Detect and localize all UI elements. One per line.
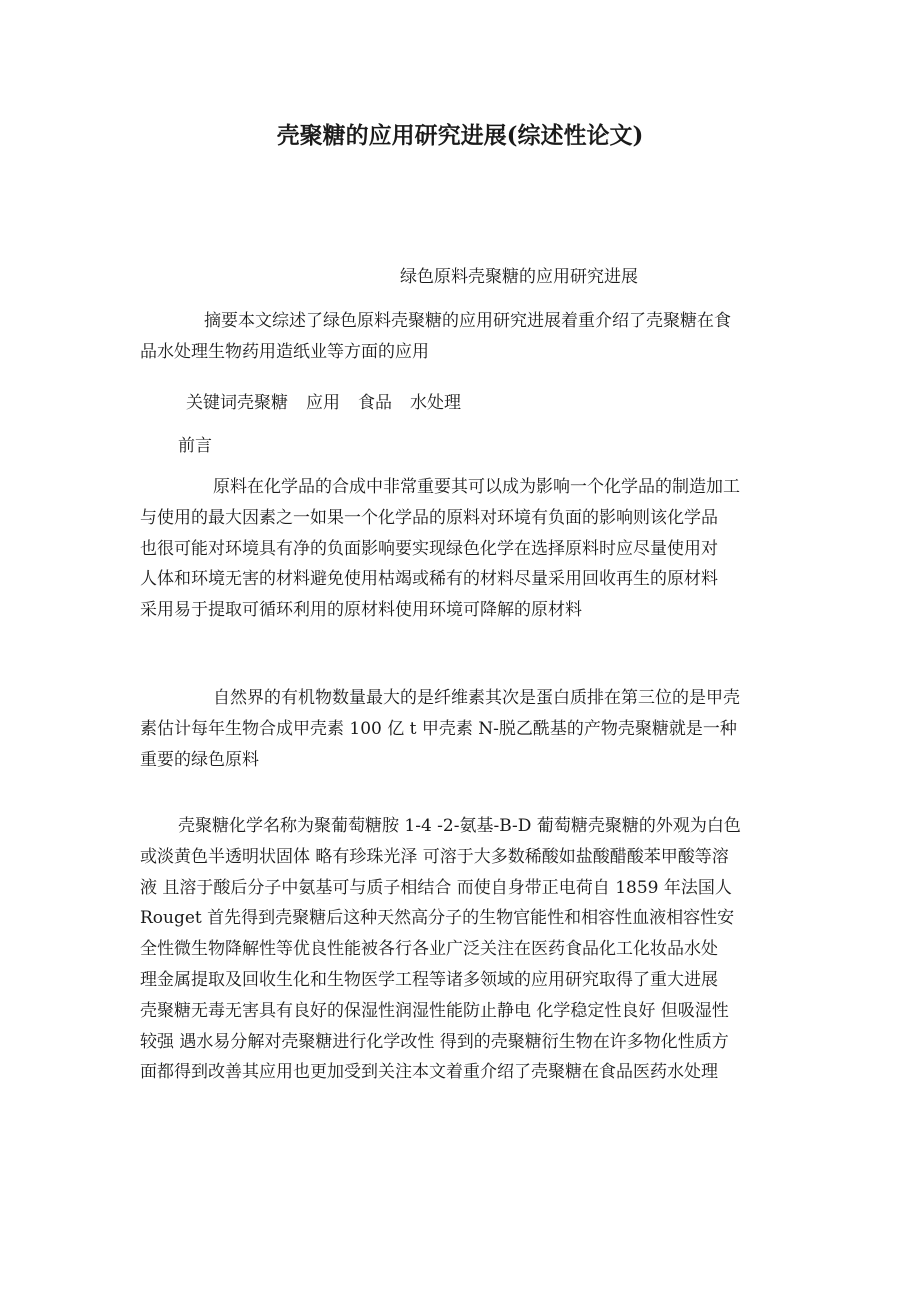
- paragraph-line: 采用易于提取可循环利用的原材料使用环境可降解的原材料: [140, 600, 582, 621]
- preface-section: [140, 431, 795, 462]
- abstract-line: 品水处理生物药用造纸业等方面的应用: [140, 341, 429, 362]
- abstract-line: 摘要本文综述了绿色原料壳聚糖的应用研究进展着重介绍了壳聚糖在食: [204, 311, 731, 331]
- keyword: 水处理: [410, 393, 461, 413]
- preface-heading: 前言: [178, 436, 212, 456]
- keywords: [140, 388, 795, 419]
- paragraph-line: 与使用的最大因素之一如果一个化学品的原料对环境有负面的影响则该化学品: [140, 507, 718, 528]
- paragraph-line: 壳聚糖化学名称为聚葡萄糖胺 1-4 -2-氨基-B-D 葡萄糖壳聚糖的外观为白色: [178, 816, 741, 836]
- paragraph-line: 素估计每年生物合成甲壳素 100 亿 t 甲壳素 N-脱乙酰基的产物壳聚糖就是一种: [140, 718, 737, 739]
- paragraph-line: 重要的绿色原料: [140, 749, 259, 770]
- paragraph-line: 或淡黄色半透明状固体 略有珍珠光泽 可溶于大多数稀酸如盐酸醋酸苯甲酸等溶: [140, 846, 729, 867]
- paragraph-1: [140, 472, 795, 626]
- article-subtitle: 绿色原料壳聚糖的应用研究进展: [400, 267, 638, 287]
- paragraph-3: [140, 811, 795, 1088]
- paragraph-line: 壳聚糖无毒无害具有良好的保湿性润湿性能防止静电 化学稳定性良好 但吸湿性: [140, 1000, 729, 1021]
- keywords-line: [140, 388, 795, 419]
- paragraph-line: 原料在化学品的合成中非常重要其可以成为影响一个化学品的制造加工: [213, 477, 740, 497]
- paragraph-line: 液 且溶于酸后分子中氨基可与质子相结合 而使自身带正电荷自 1859 年法国人: [140, 877, 732, 898]
- paragraph-2: [140, 683, 795, 775]
- paragraph-line: 较强 遇水易分解对壳聚糖进行化学改性 得到的壳聚糖衍生物在许多物化性质方: [140, 1031, 729, 1052]
- paragraph-line: 全性微生物降解性等优良性能被各行各业广泛关注在医药食品化工化妆品水处: [140, 939, 718, 960]
- keyword: 应用: [306, 393, 340, 413]
- document-title: 壳聚糖的应用研究进展(综述性论文): [276, 122, 644, 149]
- paragraph-line: 面都得到改善其应用也更加受到关注本文着重介绍了壳聚糖在食品医药水处理: [140, 1062, 718, 1083]
- paragraph-line: 自然界的有机物数量最大的是纤维素其次是蛋白质排在第三位的是甲壳: [213, 688, 740, 708]
- paragraph-line: 理金属提取及回收生化和生物医学工程等诸多领域的应用研究取得了重大进展: [140, 969, 718, 990]
- paragraph-line: Rouget 首先得到壳聚糖后这种天然高分子的生物官能性和相容性血液相容性安: [140, 908, 735, 929]
- keyword: 食品: [358, 393, 392, 413]
- keyword: 壳聚糖: [237, 393, 288, 413]
- keywords-label: 关键词: [186, 393, 237, 413]
- paragraph-line: 人体和环境无害的材料避免使用枯竭或稀有的材料尽量采用回收再生的原材料: [140, 569, 718, 590]
- paragraph-line: 也很可能对环境具有净的负面影响要实现绿色化学在选择原料时应尽量使用对: [140, 538, 718, 559]
- abstract: [140, 306, 795, 368]
